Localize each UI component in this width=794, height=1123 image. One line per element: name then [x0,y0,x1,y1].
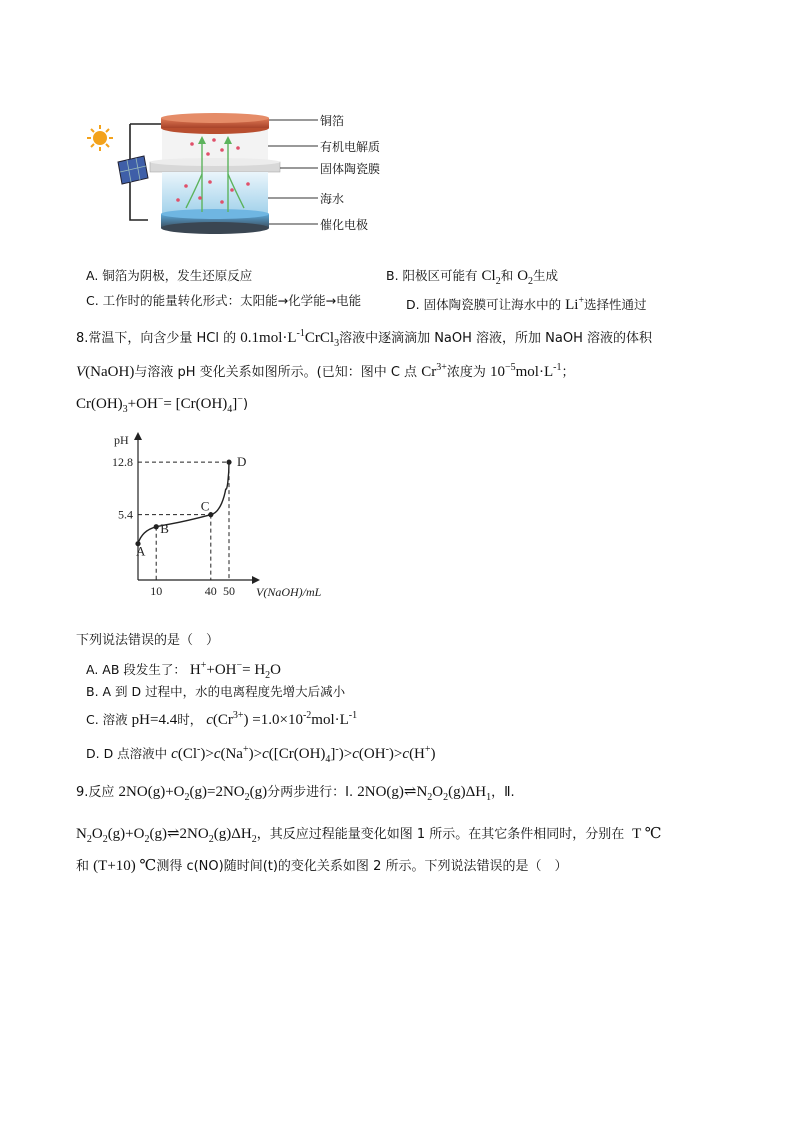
x-axis-arrow [252,576,260,584]
label-catalytic-electrode: 催化电极 [320,218,369,232]
ph-titration-chart [110,428,350,608]
q8-stem-line1: 8.常温下，向含少量 HCl 的 $0.1mol\cdot L^{-1}CrCl_3$溶液中逐滴滴加 NaOH 溶液，所加 NaOH 溶液的体积 [76,328,652,349]
label-ceramic-membrane: 固体陶瓷膜 [320,162,381,176]
y-axis-arrow [134,432,142,440]
q8-option-b: B. A 到 D 过程中，水的电离程度先增大后减小 [86,684,346,699]
q7-option-c: C. 工作时的能量转化形式：太阳能→化学能→电能 [86,293,362,308]
solar-panel-icon [118,156,148,184]
point-label-A: A [136,543,146,559]
y-axis-label: pH [114,433,129,447]
q7-option-d: D. 固体陶瓷膜可让海水中的 Li+选择性通过 [406,295,647,313]
q9-stem-line2: $N_2O_2(g)+O_2(g)\rightleftharpoons 2NO_2(g)\Delta H_2$，其反应过程能量变化如图 1 所示。在其它条件相同时，分别在 T ℃ [76,826,662,845]
ph-curve [138,462,229,544]
x-axis-label: V(NaOH)/mL [256,585,322,599]
label-organic-electrolyte: 有机电解质 [320,140,381,154]
sun-icon [87,125,113,151]
q8-stem-line3: $Cr(OH)_3+OH^-= [Cr(OH)_4]^-$) [76,394,249,415]
q9-stem-line1: 9.反应 $2NO(g)+O_2(g)=2NO_2(g)$分两步进行：Ⅰ. $2NO(g)\rightleftharpoons N_2O_2(g)\Delta H_1$，Ⅱ. [76,784,515,803]
q7-option-a: A. 铜箔为阴极，发生还原反应 [86,268,253,283]
q8-option-c: C. 溶液 pH=4.4时， $c(Cr^{3+}) =1.0\times 10^{-2}mol\cdot L^{-1}$ [86,710,358,728]
y-tick-label: 12.8 [112,455,133,470]
q7-option-b: B. 阳极区可能有 $Cl_2$和 $O_2$生成 [386,268,559,287]
x-tick-label: 40 [204,584,217,598]
x-tick-label: 50 [223,584,235,598]
point-label-D: D [237,454,247,470]
label-copper-foil: 铜箔 [320,114,345,128]
q9-stem-line3: 和 (T+10) ℃测得 c(NO)随时间(t)的变化关系如图 2 所示。下列说法错误的是（ ） [76,858,568,874]
label-seawater: 海水 [320,192,345,206]
point-label-B: B [160,520,169,536]
q8-option-a: A. AB 段发生了： $H^++OH^-= H_2O$ [86,660,282,681]
point-B [154,524,159,529]
q8-question: 下列说法错误的是（ ） [76,633,220,648]
y-tick-label: 5.4 [118,507,133,522]
q8-option-d: D. D 点溶液中 $c(Cl^-)>c(Na^+)>c([Cr(OH)_4]^-)>c(OH^-)>c(H^+)$ [86,744,436,765]
point-label-C: C [200,498,210,514]
x-tick-label: 10 [150,584,163,598]
point-D [226,460,231,465]
q8-stem-line2: V(NaOH)与溶液 pH 变化关系如图所示。(已知：图中 C 点 $Cr^{3+}$浓度为 $10^{-5}mol\cdot L^{-1}$； [76,362,575,380]
